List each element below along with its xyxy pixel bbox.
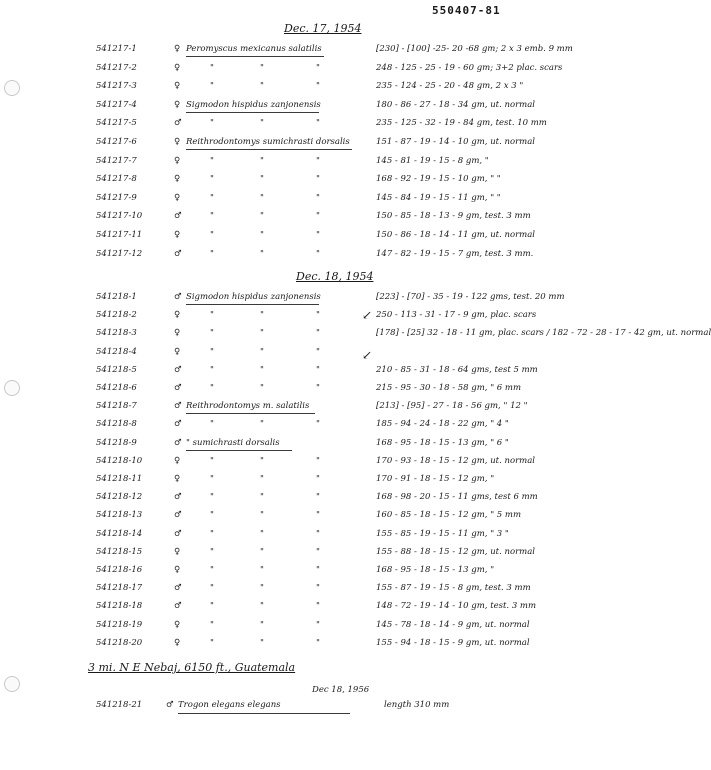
specimen-row — [0, 529, 600, 545]
sex-symbol: ♂ — [174, 419, 182, 430]
ditto-mark: " — [260, 546, 264, 557]
sex-symbol: ♀ — [174, 474, 181, 484]
specimen-id: 541217-12 — [96, 248, 143, 259]
specimen-id: 541217-4 — [96, 99, 137, 110]
species-name: " sumichrasti dorsalis — [186, 437, 280, 448]
sex-symbol: ♀ — [174, 174, 181, 185]
species-name: Sigmodon hispidus zanjonensis — [186, 292, 321, 302]
ditto-mark: " — [316, 546, 320, 557]
species-underline — [186, 450, 292, 451]
specimen-id: 541218-10 — [96, 455, 143, 466]
specimen-id: 541217-6 — [96, 137, 137, 147]
sex-symbol: ♀ — [174, 455, 181, 466]
sex-symbol: ♂ — [174, 364, 182, 375]
ditto-mark: " — [316, 455, 320, 466]
ditto-mark: " — [260, 62, 264, 73]
specimen-id: 541218-14 — [96, 528, 143, 539]
sex-symbol: ♀ — [174, 619, 181, 630]
specimen-id: 541217-8 — [96, 174, 137, 185]
measurements: [178] - [25] 32 - 18 - 11 gm, plac. scars / 182 - 72 - 28 - 17 - 42 gm, ut. normal — [376, 328, 711, 339]
specimen-row — [0, 249, 600, 265]
specimen-row — [0, 81, 600, 97]
specimen-row — [0, 401, 600, 417]
species-underline — [186, 149, 352, 150]
ditto-mark: " — [260, 510, 264, 521]
ditto-mark: " — [260, 346, 264, 357]
ditto-mark: " — [210, 230, 214, 240]
catalog-number: 550407-81 — [432, 4, 501, 17]
ditto-mark: " — [316, 155, 320, 166]
ditto-mark: " — [210, 565, 214, 575]
sex-symbol: ♀ — [174, 565, 181, 575]
species-underline — [186, 56, 324, 57]
specimen-row — [0, 63, 600, 79]
ditto-mark: " — [316, 310, 320, 321]
ditto-mark: " — [260, 230, 264, 240]
ditto-mark: " — [316, 383, 320, 393]
specimen-id: 541218-19 — [96, 619, 143, 630]
ditto-mark: " — [210, 383, 214, 393]
specimen-row — [0, 620, 600, 636]
ditto-mark: " — [210, 492, 214, 503]
punch-hole-icon — [4, 676, 20, 692]
specimen-row — [0, 310, 600, 326]
ditto-mark: " — [260, 364, 264, 375]
sex-symbol: ♂ — [174, 601, 182, 612]
sex-symbol: ♂ — [166, 700, 174, 710]
sex-symbol: ♂ — [174, 118, 182, 129]
ditto-mark: " — [210, 601, 214, 612]
specimen-id: 541218-5 — [96, 364, 137, 375]
ditto-mark: " — [210, 419, 214, 430]
specimen-id: 541218-2 — [96, 310, 137, 321]
ditto-mark: " — [210, 81, 214, 92]
species-name: Reithrodontomys m. salatilis — [186, 401, 310, 412]
ditto-mark: " — [210, 328, 214, 339]
sex-symbol: ♂ — [174, 248, 182, 259]
measurements: 145 - 84 - 19 - 15 - 11 gm, " " — [376, 192, 501, 203]
species-underline — [186, 112, 319, 113]
ditto-mark: " — [316, 510, 320, 521]
measurements: 150 - 86 - 18 - 14 - 11 gm, ut. normal — [376, 230, 535, 240]
specimen-id: 541218-7 — [96, 401, 137, 412]
ditto-mark: " — [210, 310, 214, 321]
measurements: 145 - 78 - 18 - 14 - 9 gm, ut. normal — [376, 619, 530, 630]
ditto-mark: " — [260, 601, 264, 612]
ditto-mark: " — [260, 528, 264, 539]
ditto-mark: " — [210, 155, 214, 166]
measurements: 215 - 95 - 30 - 18 - 58 gm, " 6 mm — [376, 383, 522, 393]
specimen-row — [0, 510, 600, 526]
species-underline — [186, 413, 315, 414]
specimen-id: 541217-11 — [96, 230, 143, 240]
ditto-mark: " — [316, 346, 320, 357]
measurements: 145 - 81 - 19 - 15 - 8 gm, " — [376, 155, 489, 166]
ditto-mark: " — [260, 637, 264, 648]
specimen-row — [0, 492, 600, 508]
specimen-row — [0, 438, 600, 454]
measurements: 168 - 95 - 18 - 15 - 13 gm, " — [376, 565, 495, 575]
ditto-mark: " — [316, 328, 320, 339]
measurements: [230] - [100] -25- 20 -68 gm; 2 x 3 emb. 9 mm — [376, 44, 573, 54]
specimen-row — [0, 292, 600, 308]
measurements: 170 - 91 - 18 - 15 - 12 gm, " — [376, 474, 495, 484]
ditto-mark: " — [210, 619, 214, 630]
measurements: 155 - 94 - 18 - 15 - 9 gm, ut. normal — [376, 637, 530, 648]
specimen-row — [0, 193, 600, 209]
measurements: 235 - 125 - 32 - 19 - 84 gm, test. 10 mm — [376, 118, 547, 129]
specimen-row — [0, 44, 600, 60]
sex-symbol: ♀ — [174, 546, 181, 557]
measurements: 180 - 86 - 27 - 18 - 34 gm, ut. normal — [376, 99, 535, 110]
sex-symbol: ♀ — [174, 230, 181, 240]
ditto-mark: " — [210, 583, 214, 594]
measurements: 148 - 72 - 19 - 14 - 10 gm, test. 3 mm — [376, 601, 537, 612]
ditto-mark: " — [210, 637, 214, 648]
specimen-id: 541218-3 — [96, 328, 137, 339]
arrow-icon: ↙ — [362, 348, 373, 362]
specimen-row — [0, 137, 600, 153]
ditto-mark: " — [210, 62, 214, 73]
ditto-mark: " — [210, 174, 214, 185]
specimen-row — [0, 547, 600, 563]
ditto-mark: " — [316, 528, 320, 539]
ditto-mark: " — [316, 230, 320, 240]
ditto-mark: " — [316, 565, 320, 575]
measurements: 151 - 87 - 19 - 14 - 10 gm, ut. normal — [376, 137, 535, 147]
specimen-row — [0, 100, 600, 116]
ditto-mark: " — [316, 248, 320, 259]
ditto-mark: " — [210, 192, 214, 203]
measurements: 168 - 98 - 20 - 15 - 11 gms, test 6 mm — [376, 492, 538, 503]
specimen-row — [0, 328, 711, 344]
measurements: 147 - 82 - 19 - 15 - 7 gm, test. 3 mm. — [376, 248, 534, 259]
sex-symbol: ♂ — [174, 383, 182, 393]
ditto-mark: " — [316, 62, 320, 73]
measurements: [213] - [95] - 27 - 18 - 56 gm, " 12 " — [376, 401, 528, 412]
specimen-row — [0, 456, 600, 472]
ditto-mark: " — [210, 364, 214, 375]
sex-symbol: ♀ — [174, 637, 181, 648]
ditto-mark: " — [316, 601, 320, 612]
measurements: 168 - 92 - 19 - 15 - 10 gm, " " — [376, 174, 501, 185]
specimen-id: 541217-7 — [96, 155, 137, 166]
ditto-mark: " — [210, 546, 214, 557]
specimen-id: 541217-5 — [96, 118, 137, 129]
ditto-mark: " — [316, 174, 320, 185]
specimen-id: 541217-9 — [96, 192, 137, 203]
specimen-id: 541217-10 — [96, 211, 143, 222]
ditto-mark: " — [316, 583, 320, 594]
specimen-id: 541218-12 — [96, 492, 143, 503]
measurements: 248 - 125 - 25 - 19 - 60 gm; 3+2 plac. scars — [376, 62, 563, 73]
ditto-mark: " — [210, 510, 214, 521]
locality-date: Dec 18, 1956 — [312, 685, 370, 695]
specimen-id: 541218-21 — [96, 700, 143, 710]
measurements: 155 - 88 - 18 - 15 - 12 gm, ut. normal — [376, 546, 535, 557]
ditto-mark: " — [316, 619, 320, 630]
measurements: 168 - 95 - 18 - 15 - 13 gm, " 6 " — [376, 437, 509, 448]
species-name: Trogon elegans elegans — [178, 700, 281, 710]
measurements: 185 - 94 - 24 - 18 - 22 gm, " 4 " — [376, 419, 509, 430]
sex-symbol: ♂ — [174, 401, 182, 412]
specimen-id: 541218-13 — [96, 510, 143, 521]
sex-symbol: ♀ — [174, 137, 181, 147]
measurements: 160 - 85 - 18 - 15 - 12 gm, " 5 mm — [376, 510, 522, 521]
sex-symbol: ♂ — [174, 292, 182, 302]
ditto-mark: " — [260, 118, 264, 129]
specimen-row — [0, 383, 600, 399]
specimen-row — [0, 365, 600, 381]
arrow-icon: ↙ — [362, 308, 373, 322]
ditto-mark: " — [260, 155, 264, 166]
specimen-id: 541218-1 — [96, 292, 137, 302]
locality-heading: 3 mi. N E Nebaj, 6150 ft., Guatemala — [88, 661, 296, 674]
specimen-row — [0, 583, 600, 599]
sex-symbol: ♂ — [174, 211, 182, 222]
measurements: 170 - 93 - 18 - 15 - 12 gm, ut. normal — [376, 455, 535, 466]
specimen-id: 541218-11 — [96, 474, 143, 484]
species-underline — [186, 304, 319, 305]
sex-symbol: ♀ — [174, 99, 181, 110]
ditto-mark: " — [210, 346, 214, 357]
specimen-id: 541218-18 — [96, 601, 143, 612]
specimen-id: 541218-15 — [96, 546, 143, 557]
ditto-mark: " — [210, 528, 214, 539]
section-date-1: Dec. 17, 1954 — [284, 22, 362, 35]
measurements: 250 - 113 - 31 - 17 - 9 gm, plac. scars — [376, 310, 537, 321]
ditto-mark: " — [316, 118, 320, 129]
ditto-mark: " — [260, 310, 264, 321]
measurements: [223] - [70] - 35 - 19 - 122 gms, test. 20 mm — [376, 292, 565, 302]
ditto-mark: " — [260, 211, 264, 222]
specimen-id: 541218-17 — [96, 583, 143, 594]
ditto-mark: " — [210, 455, 214, 466]
species-name: Peromyscus mexicanus salatilis — [186, 44, 322, 54]
ditto-mark: " — [316, 637, 320, 648]
measurements: 155 - 85 - 19 - 15 - 11 gm, " 3 " — [376, 528, 509, 539]
measurements: 150 - 85 - 18 - 13 - 9 gm, test. 3 mm — [376, 211, 531, 222]
sex-symbol: ♀ — [174, 328, 181, 339]
measurements: length 310 mm — [384, 700, 450, 710]
ditto-mark: " — [260, 619, 264, 630]
specimen-id: 541217-1 — [96, 44, 137, 54]
specimen-id: 541218-9 — [96, 437, 137, 448]
specimen-id: 541218-20 — [96, 637, 143, 648]
ditto-mark: " — [260, 81, 264, 92]
sex-symbol: ♂ — [174, 510, 182, 521]
species-name: Sigmodon hispidus zanjonensis — [186, 99, 321, 110]
specimen-row — [0, 156, 600, 172]
ditto-mark: " — [316, 419, 320, 430]
measurements: 155 - 87 - 19 - 15 - 8 gm, test. 3 mm — [376, 583, 531, 594]
sex-symbol: ♀ — [174, 310, 181, 321]
sex-symbol: ♀ — [174, 155, 181, 166]
sex-symbol: ♂ — [174, 583, 182, 594]
specimen-row — [0, 638, 600, 654]
ditto-mark: " — [260, 455, 264, 466]
ditto-mark: " — [210, 211, 214, 222]
specimen-row — [0, 230, 600, 246]
sex-symbol: ♀ — [174, 346, 181, 357]
ditto-mark: " — [260, 492, 264, 503]
species-underline — [178, 713, 350, 714]
ditto-mark: " — [316, 474, 320, 484]
specimen-row — [0, 118, 600, 134]
ditto-mark: " — [316, 211, 320, 222]
measurements: 235 - 124 - 25 - 20 - 48 gm, 2 x 3 " — [376, 81, 524, 92]
specimen-row — [0, 565, 600, 581]
ditto-mark: " — [260, 583, 264, 594]
ditto-mark: " — [210, 248, 214, 259]
specimen-row — [0, 211, 600, 227]
ditto-mark: " — [260, 174, 264, 185]
sex-symbol: ♂ — [174, 528, 182, 539]
ditto-mark: " — [210, 118, 214, 129]
specimen-id: 541218-8 — [96, 419, 137, 430]
ditto-mark: " — [260, 248, 264, 259]
specimen-row — [0, 174, 600, 190]
ditto-mark: " — [316, 81, 320, 92]
specimen-id: 541218-4 — [96, 346, 137, 357]
sex-symbol: ♀ — [174, 44, 181, 54]
specimen-id: 541218-16 — [96, 565, 143, 575]
specimen-row — [0, 601, 600, 617]
ditto-mark: " — [260, 383, 264, 393]
ditto-mark: " — [260, 474, 264, 484]
ditto-mark: " — [210, 474, 214, 484]
ditto-mark: " — [316, 192, 320, 203]
ditto-mark: " — [316, 492, 320, 503]
ditto-mark: " — [260, 419, 264, 430]
specimen-id: 541217-2 — [96, 62, 137, 73]
sex-symbol: ♀ — [174, 62, 181, 73]
ditto-mark: " — [260, 565, 264, 575]
sex-symbol: ♂ — [174, 437, 182, 448]
specimen-row — [0, 419, 600, 435]
sex-symbol: ♀ — [174, 81, 181, 92]
specimen-id: 541217-3 — [96, 81, 137, 92]
specimen-id: 541218-6 — [96, 383, 137, 393]
measurements: 210 - 85 - 31 - 18 - 64 gms, test 5 mm — [376, 364, 538, 375]
specimen-row — [0, 474, 600, 490]
ditto-mark: " — [316, 364, 320, 375]
section-date-2: Dec. 18, 1954 — [296, 270, 374, 283]
sex-symbol: ♂ — [174, 492, 182, 503]
ditto-mark: " — [260, 328, 264, 339]
species-name: Reithrodontomys sumichrasti dorsalis — [186, 137, 350, 147]
sex-symbol: ♀ — [174, 192, 181, 203]
ditto-mark: " — [260, 192, 264, 203]
specimen-row — [0, 347, 600, 363]
